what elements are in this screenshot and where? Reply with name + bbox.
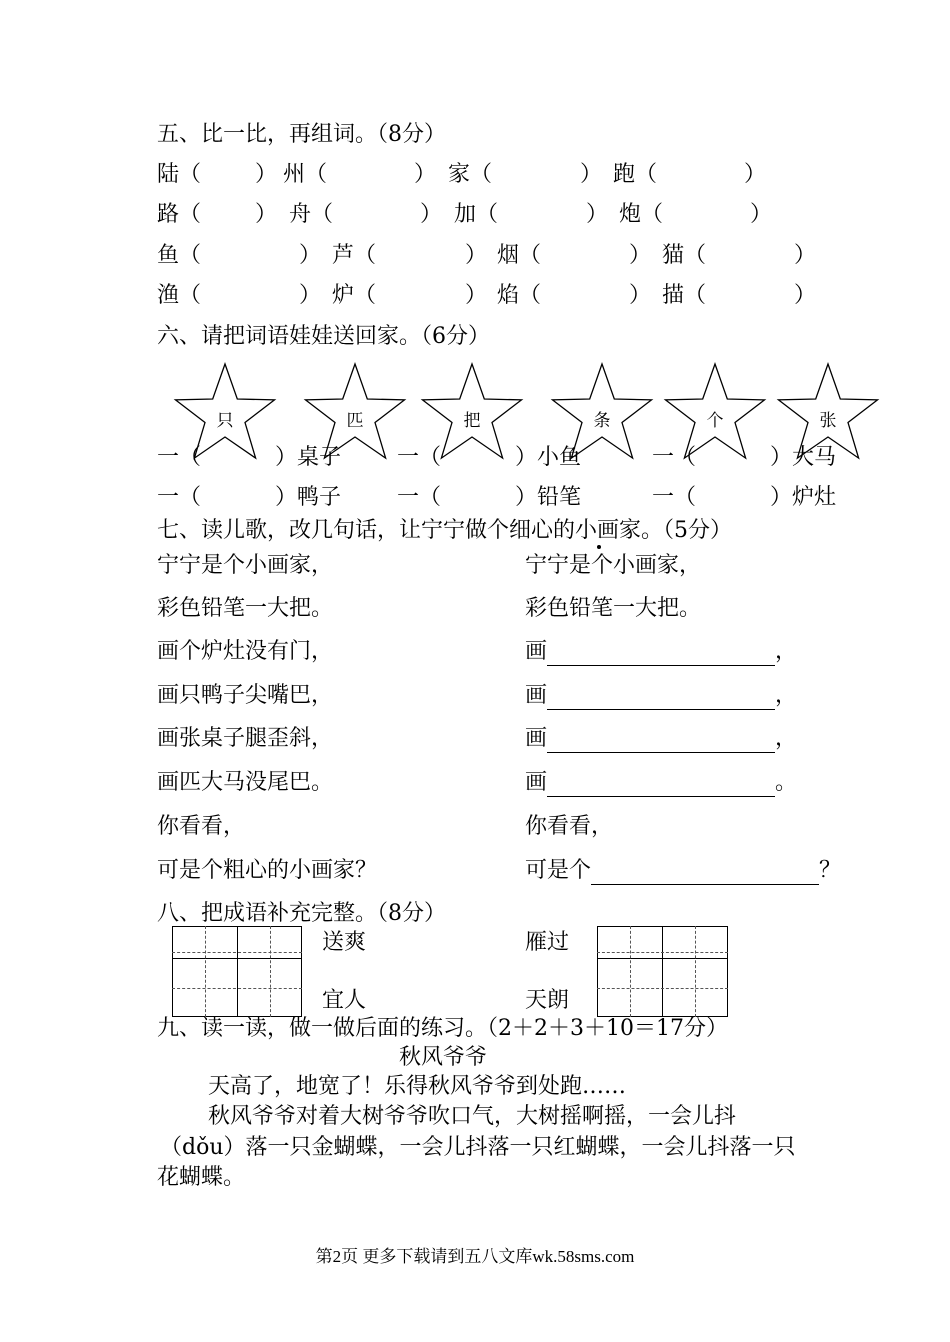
word-cell: 炮（ xyxy=(619,202,664,227)
star-label: 只 xyxy=(216,411,234,431)
poem-line: 宁宁是个小画家， xyxy=(525,553,702,578)
word-cell: ） xyxy=(465,243,488,268)
word-cell: 渔（ xyxy=(157,283,202,308)
poem-line: 你看看， xyxy=(157,814,246,839)
section8-title: 八、把成语补充完整。（8分） xyxy=(157,901,446,926)
punct: 。 xyxy=(775,770,798,795)
poem-line: 画张桌子腿歪斜， xyxy=(157,726,334,751)
measure-cell: 一（ xyxy=(157,485,202,510)
word-cell: ） xyxy=(299,283,322,308)
star-label: 匹 xyxy=(346,411,364,431)
poem-line: 画匹大马没尾巴。 xyxy=(157,770,334,795)
idiom-part: 天朗 xyxy=(525,988,570,1013)
poem-line: 宁宁是个小画家， xyxy=(157,553,334,578)
punct: ， xyxy=(775,726,798,751)
word-cell: 跑（ xyxy=(613,162,658,187)
word-cell: 烟（ xyxy=(497,243,542,268)
punct: ， xyxy=(775,683,798,708)
word-cell: ） xyxy=(586,202,609,227)
word-cell: ） xyxy=(255,202,278,227)
word-cell: ） xyxy=(629,283,652,308)
last-prefix: 可是个 xyxy=(525,858,592,883)
story-title: 秋风爷爷 xyxy=(399,1045,488,1070)
answer-line xyxy=(525,638,797,666)
word-cell: 陆（ xyxy=(157,162,202,187)
measure-cell: 一（ xyxy=(397,485,442,510)
section6-title: 六、请把词语娃娃送回家。（6分） xyxy=(157,324,490,349)
word-cell: ） xyxy=(629,243,652,268)
word-cell: ） xyxy=(744,162,767,187)
answer-blank[interactable] xyxy=(547,687,775,710)
answer-blank[interactable] xyxy=(547,643,775,666)
idiom-part: 送爽 xyxy=(322,930,367,955)
poem-line: 画只鸭子尖嘴巴， xyxy=(157,683,334,708)
story-paragraph: 秋风爷爷对着大树爷爷吹口气，大树摇啊摇，一会儿抖 xyxy=(208,1104,737,1129)
answer-line xyxy=(525,682,797,710)
answer-blank[interactable] xyxy=(591,862,819,885)
answer-blank[interactable] xyxy=(547,730,775,753)
word-cell: 猫（ xyxy=(662,243,707,268)
measure-cell: ）炉灶 xyxy=(770,485,837,510)
emphasis-dot xyxy=(597,545,601,549)
word-cell: ） xyxy=(750,202,773,227)
poem-line: 彩色铅笔一大把。 xyxy=(157,596,334,621)
word-cell: ） xyxy=(414,162,437,187)
measure-cell: 一（ xyxy=(652,485,697,510)
answer-line xyxy=(525,769,797,797)
star-label: 条 xyxy=(593,411,611,431)
word-cell: 芦（ xyxy=(332,243,377,268)
word-cell: ） xyxy=(580,162,603,187)
star-label: 把 xyxy=(463,411,481,431)
word-cell: 描（ xyxy=(662,283,707,308)
word-cell: ） xyxy=(255,162,278,187)
word-cell: 舟（ xyxy=(289,202,334,227)
star-label: 张 xyxy=(819,411,837,431)
word-cell: 州（ xyxy=(283,162,328,187)
measure-cell: 一（ xyxy=(397,445,442,470)
punct: ？ xyxy=(819,858,842,883)
section9-title: 九、读一读，做一做后面的练习。（2＋2＋3＋10＝17分） xyxy=(157,1016,728,1041)
idiom-grid-right[interactable] xyxy=(597,926,728,1017)
word-cell: 炉（ xyxy=(332,283,377,308)
measure-cell: ）鸭子 xyxy=(275,485,342,510)
poem-line: 你看看， xyxy=(525,814,614,839)
word-cell: ） xyxy=(794,243,817,268)
poem-line: 彩色铅笔一大把。 xyxy=(525,596,702,621)
story-paragraph: （dǒu）落一只金蝴蝶，一会儿抖落一只红蝴蝶，一会儿抖落一只 xyxy=(160,1135,796,1160)
draw-label: 画 xyxy=(525,639,548,664)
measure-cell: ）桌子 xyxy=(275,445,342,470)
answer-line xyxy=(525,857,841,885)
measure-cell: 一（ xyxy=(652,445,697,470)
draw-label: 画 xyxy=(525,683,548,708)
idiom-part: 雁过 xyxy=(525,930,570,955)
word-cell: 鱼（ xyxy=(157,243,202,268)
word-cell: ） xyxy=(794,283,817,308)
word-cell: 焰（ xyxy=(497,283,542,308)
word-cell: ） xyxy=(299,243,322,268)
page-footer: 第2页 更多下载请到五八文库wk.58sms.com xyxy=(315,1247,635,1266)
measure-cell: ）大马 xyxy=(770,445,837,470)
word-cell: 路（ xyxy=(157,202,202,227)
star-label: 个 xyxy=(706,411,724,431)
answer-line xyxy=(525,725,797,753)
draw-label: 画 xyxy=(525,726,548,751)
story-paragraph: 天高了，地宽了！乐得秋风爷爷到处跑…… xyxy=(208,1074,627,1099)
poem-line: 画个炉灶没有门， xyxy=(157,639,334,664)
measure-cell: ）小鱼 xyxy=(515,445,582,470)
idiom-part: 宜人 xyxy=(322,988,367,1013)
measure-cell: 一（ xyxy=(157,445,202,470)
section7-title: 七、读儿歌，改几句话，让宁宁做个细心的小画家。（5分） xyxy=(157,518,732,543)
story-paragraph: 花蝴蝶。 xyxy=(157,1165,246,1190)
punct: ， xyxy=(775,639,798,664)
section5-title: 五、比一比，再组词。（8分） xyxy=(157,122,446,147)
word-cell: ） xyxy=(465,283,488,308)
idiom-grid-left[interactable] xyxy=(172,926,302,1017)
word-cell: ） xyxy=(420,202,443,227)
draw-label: 画 xyxy=(525,770,548,795)
answer-blank[interactable] xyxy=(547,774,775,797)
word-cell: 家（ xyxy=(448,162,493,187)
poem-line: 可是个粗心的小画家？ xyxy=(157,858,378,883)
word-cell: 加（ xyxy=(454,202,499,227)
measure-cell: ）铅笔 xyxy=(515,485,582,510)
